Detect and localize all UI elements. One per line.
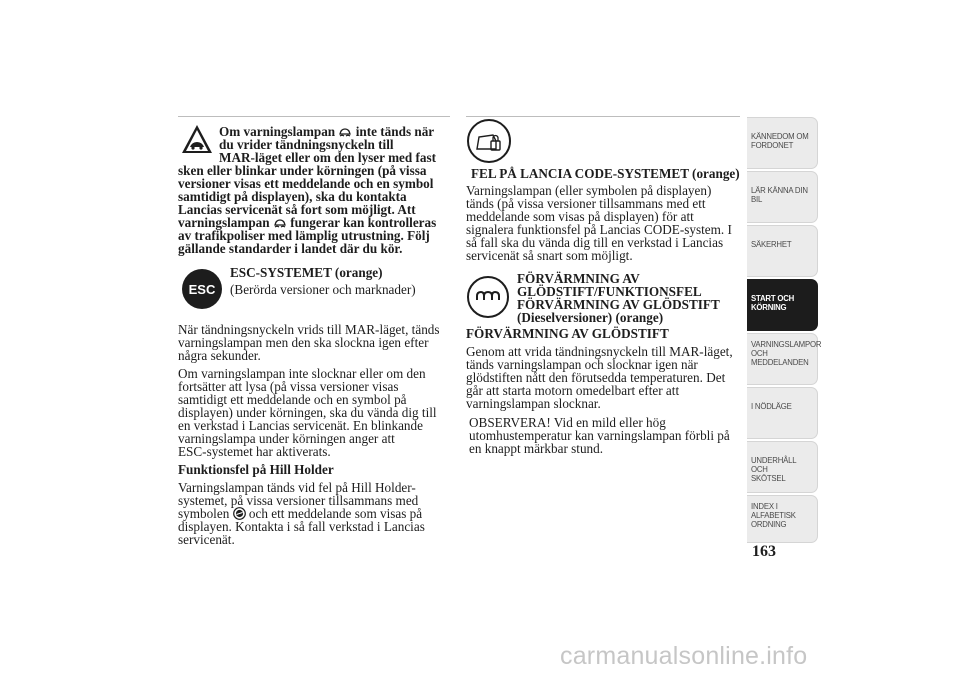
esc-icon-label: ESC <box>188 282 216 297</box>
tab-lar-kanna-din-bil[interactable]: LÄR KÄNNA DIN BIL <box>747 171 818 223</box>
glow-title: FÖRVÄRMNING AV GLÖDSTIFT/FUNKTIONSFEL FÖRVÄRMNING AV GLÖDSTIFT (Dieselversioner) (orange) <box>517 271 720 325</box>
tab-start-och-korning[interactable]: START OCH KÖRNING <box>747 279 818 331</box>
page-number: 163 <box>752 543 776 560</box>
tab-varningslampor-och-meddelanden[interactable]: VARNINGSLAMPOR OCH MEDDELANDEN <box>747 333 818 385</box>
watermark-text: carmanualsonline.info <box>560 642 808 670</box>
hill-holder-paragraph: Varningslampan tänds vid fel på Hill Holder- systemet, på vissa versioner tillsammans med symbolen och ett meddelande som visas på displayen. Kontakta i så fall verkstad i Lancias servicenät. <box>178 480 425 547</box>
glow-subheading: FÖRVÄRMNING AV GLÖDSTIFT <box>466 326 669 341</box>
lancia-code-icon <box>467 119 511 163</box>
top-rule-left <box>178 116 450 117</box>
esc-subtitle: (Berörda versioner och marknader) <box>230 282 416 297</box>
code-paragraph: Varningslampan (eller symbolen på displayen) tänds (på vissa versioner tillsammans med ett meddelande som visas på displayen) för att signalera funktionsfel på Lancias CODE-system. I så fall ska du vända dig till en verkstad i Lancias servicenät så snart som möjligt. <box>466 183 732 263</box>
hill-holder-title: Funktionsfel på Hill Holder <box>178 462 334 477</box>
glow-plug-icon <box>467 276 509 318</box>
tab-index-i-alfabetisk-ordning[interactable]: INDEX I ALFABETISK ORDNING <box>747 495 818 543</box>
top-rule-right <box>466 116 740 117</box>
code-title: FEL PÅ LANCIA CODE-SYSTEMET (orange) <box>471 166 740 181</box>
glow-paragraph: Genom att vrida tändningsnyckeln till MAR-läget, tänds varningslampan och slocknar igen när glödstiften nått den förutsedda temperaturen. Det går att starta motorn omedelbart efter att varningslampan slocknar. <box>466 344 733 411</box>
tab-i-nodlage[interactable]: I NÖDLÄGE <box>747 387 818 439</box>
esc-paragraph-1: När tändningsnyckeln vrids till MAR-läget, tänds varningslampan men den ska slockna igen efter några sekunder. <box>178 322 440 363</box>
esc-icon <box>181 268 223 310</box>
esc-paragraph-2: Om varningslampan inte slocknar eller om den fortsätter att lysa (på vissa versioner visas samtidigt ett meddelande och en symbol på displayen) under körningen, ska du vända dig till en verkstad i Lancias servicenät. En blinkande varningslampa under körningen anger att ESC-systemet har aktiverats. <box>178 366 437 459</box>
warning-text: Om varningslampan inte tänds när du vrider tändningsnyckeln till MAR-läget eller om den lyser med fast sken eller blinkar under körningen (på vissa versioner visas ett meddelande och en symbol samtidigt på displayen), ska du kontakta Lancias servicenät så fort som möjligt. Att varningslampan fungerar kan kontrolleras av trafikpoliser med lämplig utrustning. Följ gällande standarder i landet där du kör. <box>178 124 437 256</box>
tab-kannedom-om-fordonet[interactable]: KÄNNEDOM OM FORDONET <box>747 117 818 169</box>
glow-note: OBSERVERA! Vid en mild eller hög utomhustemperatur kan varningslampan förbli på en knappt märkbar stund. <box>469 415 730 456</box>
esc-title: ESC-SYSTEMET (orange) <box>230 265 383 280</box>
tab-underhall-och-skotsel[interactable]: UNDERHÅLL OCH SKÖTSEL <box>747 441 818 493</box>
tab-sakerhet[interactable]: SÄKERHET <box>747 225 818 277</box>
